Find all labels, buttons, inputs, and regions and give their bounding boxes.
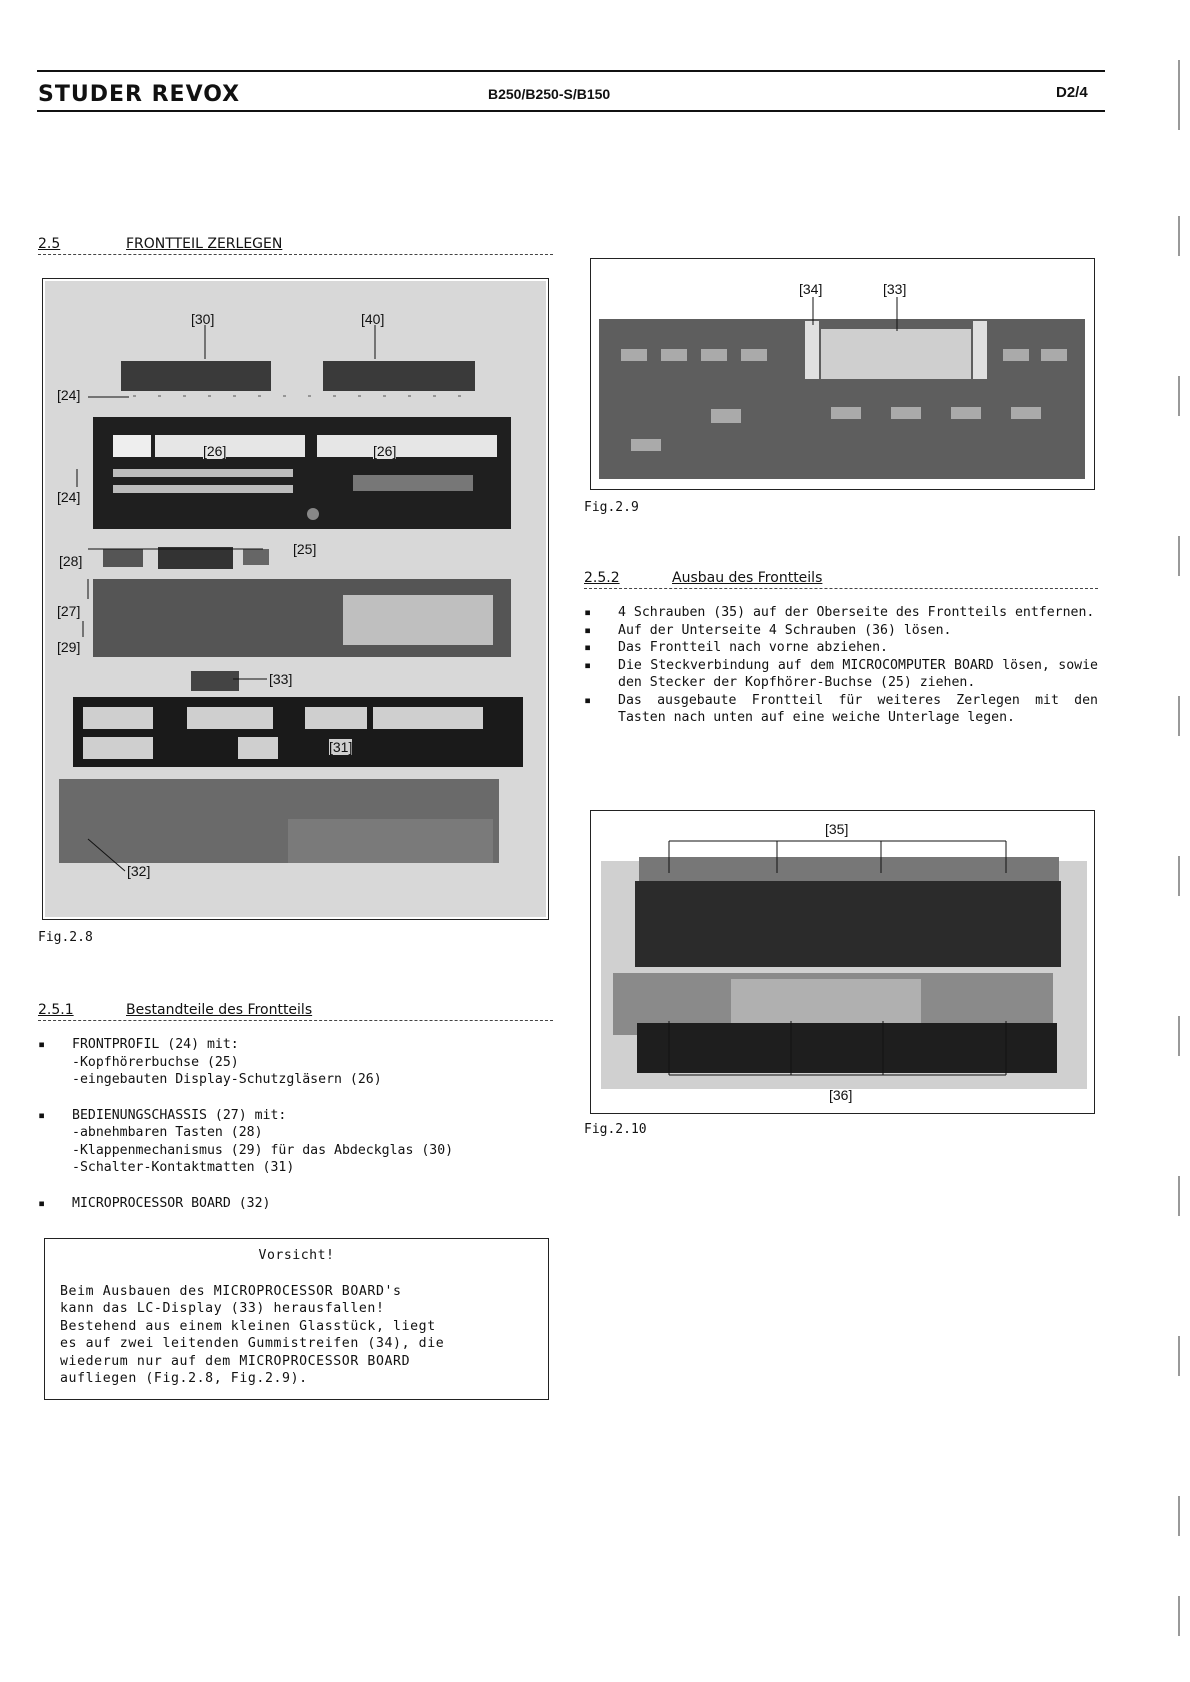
scan-edge-mark <box>1178 1016 1180 1056</box>
brand-logo: STUDER REVOX <box>38 82 241 107</box>
section-title: FRONTTEIL ZERLEGEN <box>126 236 283 252</box>
removal-step: ▪ Die Steckverbindung auf dem MICROCOMPUTER BOARD lösen, sowie den Stecker der Kopfhörer-Buchse (25) ziehen. <box>584 657 1098 692</box>
fig-2-9-caption: Fig.2.9 <box>584 500 639 515</box>
removal-step: ▪ Das ausgebaute Frontteil für weiteres Zerlegen mit den Tasten nach unten auf eine weiche Unterlage legen. <box>584 692 1098 727</box>
warning-line: Beim Ausbauen des MICROPROCESSOR BOARD's <box>60 1283 402 1299</box>
group-line: -abnehmbaren Tasten (28) <box>72 1125 263 1140</box>
warning-line: wiederum nur auf dem MICROPROCESSOR BOARD <box>60 1353 411 1369</box>
group-line: -Schalter-Kontaktmatten (31) <box>72 1160 295 1175</box>
header-bottom-rule <box>37 110 1105 112</box>
scan-edge-mark <box>1178 376 1180 416</box>
fig-2-10-label-36: [36] <box>829 1087 853 1103</box>
scan-edge-mark <box>1178 1176 1180 1216</box>
component-group-frontprofil <box>38 1036 558 1089</box>
section-2-5-1-heading <box>38 1002 553 1021</box>
fig-2-8-label-40: [40] <box>361 311 385 327</box>
front-panel-exploded-illustration <box>43 279 548 919</box>
section-title: Ausbau des Frontteils <box>672 570 823 586</box>
fig-2-10-photo <box>590 810 1095 1114</box>
fig-2-8-caption: Fig.2.8 <box>38 930 93 945</box>
warning-body <box>60 1283 548 1388</box>
fig-2-9-label-33: [33] <box>883 281 907 297</box>
components-list <box>38 1036 558 1212</box>
warning-line: es auf zwei leitenden Gummistreifen (34), die <box>60 1336 445 1351</box>
scan-edge-mark <box>1178 1496 1180 1536</box>
scan-edge-mark <box>1178 216 1180 256</box>
removal-step: ▪ 4 Schrauben (35) auf der Oberseite des Frontteils entfernen. <box>584 604 1098 622</box>
fig-2-9-photo <box>590 258 1095 490</box>
fig-2-8-label-30: [30] <box>191 311 215 327</box>
scan-edge-mark <box>1178 1596 1180 1636</box>
fig-2-8-label-24-left: [24] <box>57 489 81 505</box>
section-2-5-heading <box>38 236 553 255</box>
section-title: Bestandteile des Frontteils <box>126 1002 313 1018</box>
scan-edge-mark <box>1178 696 1180 736</box>
group-line: -eingebauten Display-Schutzgläsern (26) <box>72 1072 382 1087</box>
model-number: B250/B250-S/B150 <box>488 86 611 102</box>
fig-2-8-label-29: [29] <box>57 639 81 655</box>
warning-line: kann das LC-Display (33) herausfallen! <box>60 1301 385 1316</box>
warning-line: aufliegen (Fig.2.8, Fig.2.9). <box>60 1371 308 1386</box>
section-2-5-2-heading <box>584 570 1098 589</box>
fig-2-9-label-34: [34] <box>799 281 823 297</box>
lc-display-board-illustration <box>591 259 1094 489</box>
component-group-microprocessor <box>38 1195 558 1213</box>
warning-title: Vorsicht! <box>258 1248 335 1263</box>
warning-line: Bestehend aus einem kleinen Glasstück, liegt <box>60 1318 436 1334</box>
fig-2-8-label-33: [33] <box>269 671 293 687</box>
fig-2-8-photo <box>42 278 549 920</box>
page-number: D2/4 <box>1056 84 1088 101</box>
warning-box <box>44 1238 549 1400</box>
fig-2-10-label-35: [35] <box>825 821 849 837</box>
fig-2-8-label-27: [27] <box>57 603 81 619</box>
group-head: ▪ MICROPROCESSOR BOARD (32) <box>72 1195 271 1211</box>
group-line: -Klappenmechanismus (29) für das Abdeckglas (30) <box>72 1142 454 1158</box>
fig-2-8-label-31: [31] <box>329 739 353 755</box>
fig-2-8-label-32: [32] <box>127 863 151 879</box>
fig-2-8-label-26-right: [26] <box>373 443 397 459</box>
removal-step: ▪ Auf der Unterseite 4 Schrauben (36) lösen. <box>584 622 1098 640</box>
scan-edge-mark <box>1178 1336 1180 1376</box>
component-group-bedienungschassis <box>38 1107 558 1177</box>
group-line: -Kopfhörerbuchse (25) <box>72 1054 239 1070</box>
fig-2-8-label-24-top: [24] <box>57 387 81 403</box>
section-number: 2.5.1 <box>38 1002 74 1018</box>
fig-2-8-label-25: [25] <box>293 541 317 557</box>
scan-edge-mark <box>1178 60 1180 130</box>
group-head: ▪ FRONTPROFIL (24) mit: <box>72 1037 239 1052</box>
fig-2-8-label-26-left: [26] <box>203 443 227 459</box>
group-head: ▪ BEDIENUNGSCHASSIS (27) mit: <box>72 1107 287 1123</box>
scan-edge-mark <box>1178 856 1180 896</box>
removal-step: ▪ Das Frontteil nach vorne abziehen. <box>584 639 1098 657</box>
section-number: 2.5.2 <box>584 570 620 586</box>
section-number: 2.5 <box>38 236 61 252</box>
removal-steps-list <box>584 604 1098 727</box>
fig-2-8-label-28: [28] <box>59 553 83 569</box>
front-unit-screws-illustration <box>591 811 1094 1113</box>
header-top-rule <box>37 70 1105 72</box>
fig-2-10-caption: Fig.2.10 <box>584 1122 647 1137</box>
scan-edge-mark <box>1178 536 1180 576</box>
